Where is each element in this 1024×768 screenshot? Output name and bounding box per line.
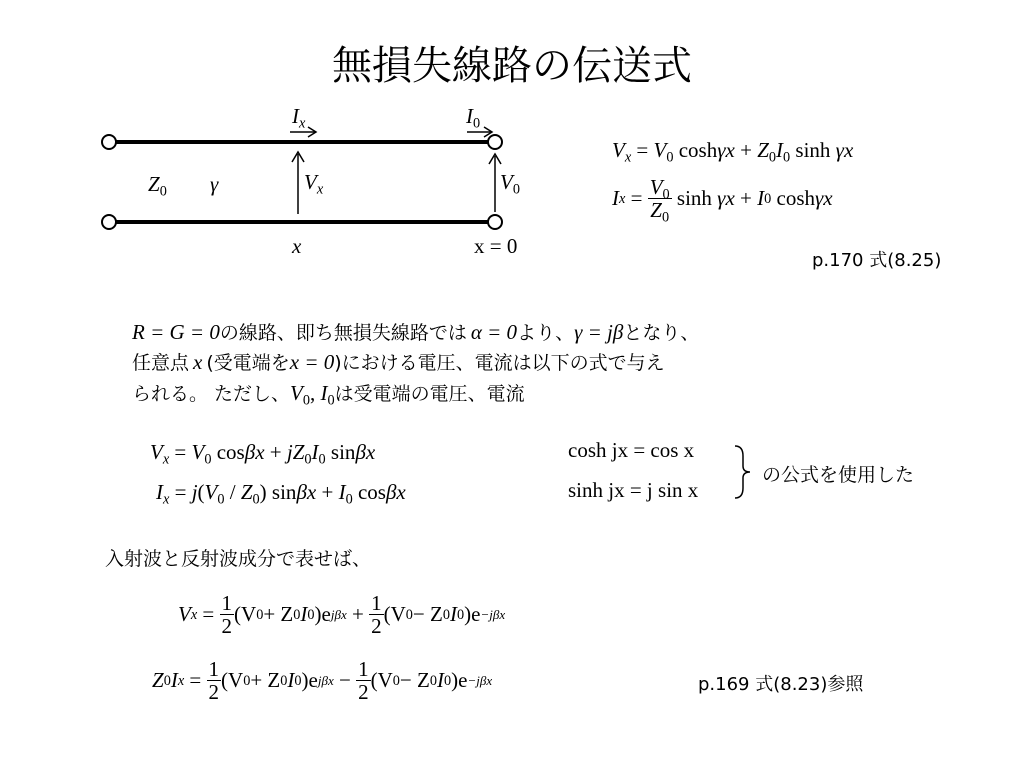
- label-x-equals-0: x = 0: [474, 234, 518, 258]
- equation-825-line2: I x = $\frac{V_0}{Z_0}$ sinh γx + I 0 cosh γx: [612, 175, 833, 226]
- equation-wave-z0ix: Z 0 I x = $\frac{1}{2}$ (V 0 + Z 0 I 0 )e jβx − $\frac{1}{2}$ (V 0 − Z 0 I 0 )e −jβx: [152, 657, 493, 705]
- right-brace-icon: [732, 444, 754, 500]
- fraction-v0-z0: $\frac{V_0}{Z_0}$: [649, 175, 670, 226]
- equation-825-line1: $V_x = V_0$ $\cosh\gamma x + Z_0I_0$ sinh γx: [612, 138, 854, 166]
- formula-note: の公式を使用した: [762, 464, 915, 486]
- label-x: x: [292, 234, 302, 258]
- label-vx: $V_x$: [304, 170, 324, 198]
- fraction-half: $\frac{1}{2}$: [358, 657, 369, 705]
- paragraph-line1: R = G = 0の線路、即ち無損失線路では α = 0より、γ = jβとなり、: [132, 320, 700, 344]
- terminal-right-top: [488, 135, 502, 149]
- fraction-half: $\frac{1}{2}$: [208, 657, 220, 705]
- terminal-right-bottom: [488, 215, 502, 229]
- terminal-left-bottom: [102, 215, 116, 229]
- paragraph-line2: 任意点 x (受電端をx = 0)における電圧、電流は以下の式で与え: [132, 350, 665, 374]
- fraction-half: $\frac{1}{2}$: [221, 591, 233, 639]
- formula-sinh: sinh jx = j sin x: [568, 478, 699, 502]
- equation-wave-vx: V x = $\frac{1}{2}$ (V 0 + Z 0 I 0 )e jβx + $\frac{1}{2}$ (V 0 − Z 0 I 0 )e −jβx: [178, 591, 506, 639]
- formula-cosh: cosh jx = cos x: [568, 438, 695, 462]
- reference-eq-823: p.169 式(8.23)参照: [698, 674, 864, 695]
- terminal-left-top: [102, 135, 116, 149]
- label-ix: $I_x$: [292, 104, 306, 132]
- label-i0: $I_0$: [466, 104, 481, 132]
- label-z0: $Z_0$: [148, 172, 167, 200]
- reference-eq-825: p.170 式(8.25): [812, 250, 942, 271]
- paragraph-line3: られる。 ただし、$V_0$, $I_0$は受電端の電圧、電流: [132, 381, 525, 409]
- equation-lossless-line2: $I_x = j(V_0 / Z_0) \sin\beta x + I_0$ cosβx: [156, 480, 406, 508]
- equation-lossless-line1: $V_x = V_0$ $\cos\beta x + jZ_0I_0$ sinβx: [150, 440, 376, 468]
- label-v0: $V_0$: [500, 170, 520, 198]
- label-gamma: γ: [210, 172, 219, 196]
- page-title: 無損失線路の伝送式: [332, 43, 692, 89]
- fraction-half: $\frac{1}{2}$: [371, 591, 382, 639]
- wave-components-text: 入射波と反射波成分で表せば、: [105, 548, 372, 570]
